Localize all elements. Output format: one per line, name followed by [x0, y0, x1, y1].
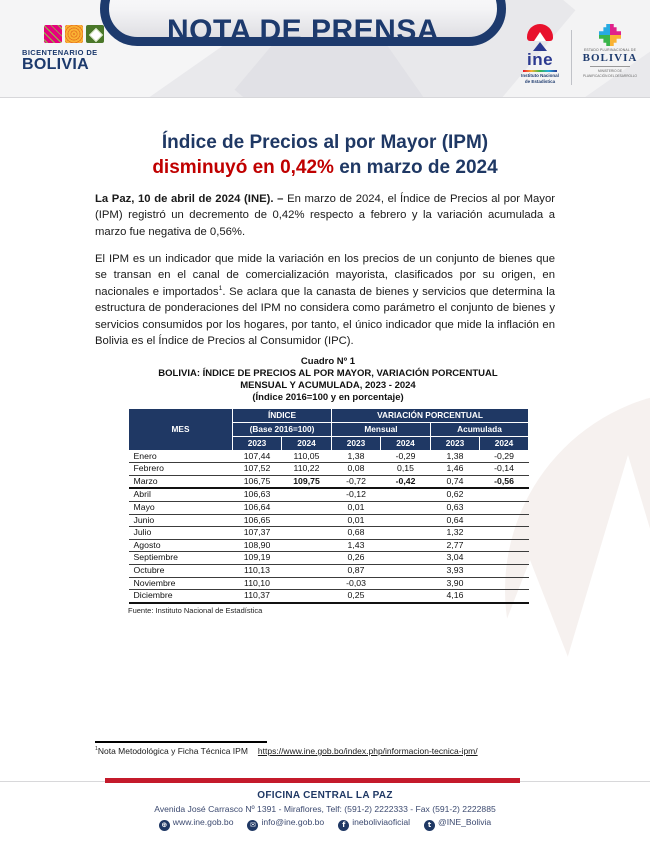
month-cell: Noviembre — [129, 577, 233, 590]
value-cell: 0,74 — [431, 475, 480, 488]
email-icon: ✉ — [247, 820, 258, 831]
value-cell — [381, 552, 431, 565]
footnote-separator — [95, 741, 267, 743]
value-cell: 0,62 — [431, 488, 480, 501]
value-cell: 0,15 — [381, 463, 431, 476]
month-cell: Octubre — [129, 564, 233, 577]
value-cell — [381, 488, 431, 501]
month-cell: Mayo — [129, 502, 233, 515]
value-cell — [480, 577, 529, 590]
table-row — [129, 463, 529, 476]
col-group-variacion: VARIACIÓN PORCENTUAL — [332, 408, 529, 422]
value-cell: 0,63 — [431, 502, 480, 515]
col-header-year: 2024 — [381, 436, 431, 450]
month-cell: Julio — [129, 527, 233, 540]
banner-title: NOTA DE PRENSA — [166, 14, 440, 47]
footer-office-title: OFICINA CENTRAL LA PAZ — [257, 790, 393, 801]
col-group-acumulada: Acumulada — [431, 422, 529, 436]
table-row — [129, 564, 529, 577]
footer-facebook[interactable]: f ineboliviaoficial — [338, 817, 410, 831]
facebook-icon: f — [338, 820, 349, 831]
value-cell: 1,32 — [431, 527, 480, 540]
month-cell: Marzo — [129, 475, 233, 488]
footer-red-bar — [105, 778, 520, 783]
month-cell: Abril — [129, 488, 233, 501]
value-cell — [381, 514, 431, 527]
month-cell: Diciembre — [129, 590, 233, 603]
bicentenario-spiral-icon — [65, 25, 83, 43]
table-row — [129, 577, 529, 590]
value-cell: 0,64 — [431, 514, 480, 527]
col-header-year: 2024 — [282, 436, 332, 450]
value-cell — [480, 502, 529, 515]
value-cell: 2,77 — [431, 539, 480, 552]
month-cell: Enero — [129, 450, 233, 463]
page-title — [0, 130, 650, 180]
footer-twitter[interactable]: t @INE_Bolivia — [424, 817, 491, 831]
value-cell: 1,46 — [431, 463, 480, 476]
value-cell — [282, 488, 332, 501]
value-cell: 0,26 — [332, 552, 381, 565]
value-cell — [381, 502, 431, 515]
table-row — [129, 450, 529, 463]
ine-color-stripe — [523, 70, 557, 72]
value-cell: 107,37 — [233, 527, 282, 540]
bicentenario-label: BICENTENARIO DE — [22, 48, 98, 57]
chakana-icon — [599, 24, 621, 46]
value-cell — [381, 564, 431, 577]
ministry-divider — [590, 66, 630, 67]
value-cell: 4,16 — [431, 590, 480, 603]
footnote-link[interactable]: https://www.ine.gob.bo/index.php/informacion-tecnica-ipm/ — [257, 746, 478, 756]
intro-paragraph: La Paz, 10 de abril de 2024 (INE). – En marzo de 2024, el Índice de Precios al por Mayor (IPM) registró un decremento de 0,42% respecto a febrero y la variación acumulada a marzo fue negativa de 0,56%. — [95, 193, 555, 238]
col-header-year: 2024 — [480, 436, 529, 450]
value-cell — [282, 502, 332, 515]
value-cell: 3,90 — [431, 577, 480, 590]
value-cell: -0,29 — [480, 450, 529, 463]
value-cell — [282, 514, 332, 527]
col-header-year: 2023 — [431, 436, 480, 450]
ipm-table-block — [125, 356, 531, 615]
value-cell — [480, 564, 529, 577]
value-cell — [282, 539, 332, 552]
bicentenario-bolivia-label: BOLIVIA — [22, 56, 89, 73]
globe-icon: ⊕ — [159, 820, 170, 831]
col-group-base: (Base 2016=100) — [233, 422, 332, 436]
title-line-1: Índice de Precios al por Mayor (IPM) — [161, 132, 489, 153]
value-cell — [381, 577, 431, 590]
value-cell: 0,01 — [332, 514, 381, 527]
value-cell — [480, 527, 529, 540]
footer-email[interactable]: ✉ info@ine.gob.bo — [247, 817, 324, 831]
footnote-marker: 1 — [95, 746, 98, 753]
value-cell: -0,03 — [332, 577, 381, 590]
header-divider — [571, 30, 572, 85]
bicentenario-diamond-icon — [86, 25, 104, 43]
bicentenario-logo — [22, 25, 114, 74]
value-cell: 0,68 — [332, 527, 381, 540]
value-cell — [282, 564, 332, 577]
value-cell — [381, 590, 431, 603]
value-cell — [282, 590, 332, 603]
col-header-mes: MES — [129, 408, 233, 450]
month-cell: Junio — [129, 514, 233, 527]
table-row — [129, 590, 529, 603]
table-row — [129, 475, 529, 488]
ipm-table-body — [129, 450, 529, 603]
value-cell — [381, 527, 431, 540]
ine-mountain-icon — [527, 24, 553, 51]
bicentenario-pink-icon — [44, 25, 62, 43]
col-header-year: 2023 — [233, 436, 282, 450]
twitter-icon: t — [424, 820, 435, 831]
ine-logo — [512, 24, 568, 85]
table-row — [129, 502, 529, 515]
value-cell: -0,12 — [332, 488, 381, 501]
value-cell: 106,65 — [233, 514, 282, 527]
footnote: $^1$Nota Metodológica y Ficha Técnica IPM https://www.ine.gob.bo/index.php/informacion-tecnica-ipm/ — [95, 746, 478, 756]
value-cell: 106,63 — [233, 488, 282, 501]
table-row — [129, 514, 529, 527]
value-cell: 110,37 — [233, 590, 282, 603]
value-cell — [282, 577, 332, 590]
value-cell: -0,29 — [381, 450, 431, 463]
value-cell: 3,93 — [431, 564, 480, 577]
ministry-name: MINISTERIO DE PLANIFICACIÓN DEL DESARROLLO — [582, 69, 638, 78]
month-cell: Febrero — [129, 463, 233, 476]
ine-wordmark: ine — [526, 50, 554, 69]
value-cell — [381, 539, 431, 552]
value-cell: 0,08 — [332, 463, 381, 476]
value-cell — [282, 552, 332, 565]
value-cell: 110,22 — [282, 463, 332, 476]
title-line-2: disminuyó en 0,42% en marzo de 2024 — [152, 157, 498, 178]
value-cell — [480, 488, 529, 501]
value-cell: 110,10 — [233, 577, 282, 590]
description-paragraph: El IPM es un indicador que mide la variación en los precios de un conjunto de bienes que se transan en el canal de comercialización mayorista, clasificados por su origen, en nacionales e importados$^1$. Se aclara que la canasta de bienes y servicios que determina la estructura de ponderaciones del IPM no considera como parámetro el conjunto de bienes y servicios consumidos por los hogares, por tanto, el único indicador que mide la inflación en Bolivia es el Índice de Precios al Consumidor (IPC). — [95, 253, 555, 347]
footer-address: Avenida José Carrasco Nº 1391 - Miraflores, Telf: (591-2) 2222333 - Fax (591-2) 2222885 — [154, 804, 496, 814]
value-cell: 107,44 — [233, 450, 282, 463]
value-cell: -0,14 — [480, 463, 529, 476]
ipm-table — [128, 408, 529, 604]
table-row — [129, 552, 529, 565]
page-footer — [0, 777, 650, 842]
value-cell: 1,43 — [332, 539, 381, 552]
table-caption: Cuadro Nº 1 BOLIVIA: ÍNDICE DE PRECIOS AL POR MAYOR, VARIACIÓN PORCENTUAL MENSUAL Y ACUMULADA, 2023 - 2024 (Índice 2016=100 y en porcentaje) — [158, 356, 498, 404]
value-cell: 3,04 — [431, 552, 480, 565]
col-header-year: 2023 — [332, 436, 381, 450]
value-cell: 0,87 — [332, 564, 381, 577]
footnote-marker: 1 — [218, 284, 223, 292]
value-cell — [282, 527, 332, 540]
ine-subtitle: Instituto Nacional de Estadística — [521, 73, 559, 84]
value-cell: 109,75 — [282, 475, 332, 488]
value-cell — [480, 552, 529, 565]
table-row — [129, 539, 529, 552]
table-source: Fuente: Instituto Nacional de Estadística — [128, 605, 263, 615]
title-highlight: disminuyó en 0,42% — [152, 157, 334, 178]
value-cell — [480, 514, 529, 527]
month-cell: Agosto — [129, 539, 233, 552]
value-cell: 106,64 — [233, 502, 282, 515]
value-cell: 108,90 — [233, 539, 282, 552]
value-cell — [480, 590, 529, 603]
col-group-mensual: Mensual — [332, 422, 431, 436]
value-cell: -0,56 — [480, 475, 529, 488]
value-cell: -0,42 — [381, 475, 431, 488]
ministry-state-label: ESTADO PLURINACIONAL DE — [583, 48, 637, 52]
value-cell: 106,75 — [233, 475, 282, 488]
page-header — [0, 0, 650, 98]
value-cell: 1,38 — [332, 450, 381, 463]
value-cell: 1,38 — [431, 450, 480, 463]
footer-contacts — [0, 817, 650, 831]
table-row — [129, 527, 529, 540]
col-group-indice: ÍNDICE — [233, 408, 332, 422]
ministry-logo — [578, 24, 642, 78]
value-cell: 107,52 — [233, 463, 282, 476]
month-cell: Septiembre — [129, 552, 233, 565]
value-cell: 0,01 — [332, 502, 381, 515]
value-cell: 110,13 — [233, 564, 282, 577]
value-cell: 109,19 — [233, 552, 282, 565]
ministry-bolivia-label: BOLIVIA — [582, 52, 638, 64]
table-row — [129, 488, 529, 501]
value-cell: -0,72 — [332, 475, 381, 488]
value-cell — [480, 539, 529, 552]
value-cell: 110,05 — [282, 450, 332, 463]
value-cell: 0,25 — [332, 590, 381, 603]
footer-website[interactable]: ⊕ www.ine.gob.bo — [159, 817, 234, 831]
ipm-table-header — [129, 408, 529, 450]
